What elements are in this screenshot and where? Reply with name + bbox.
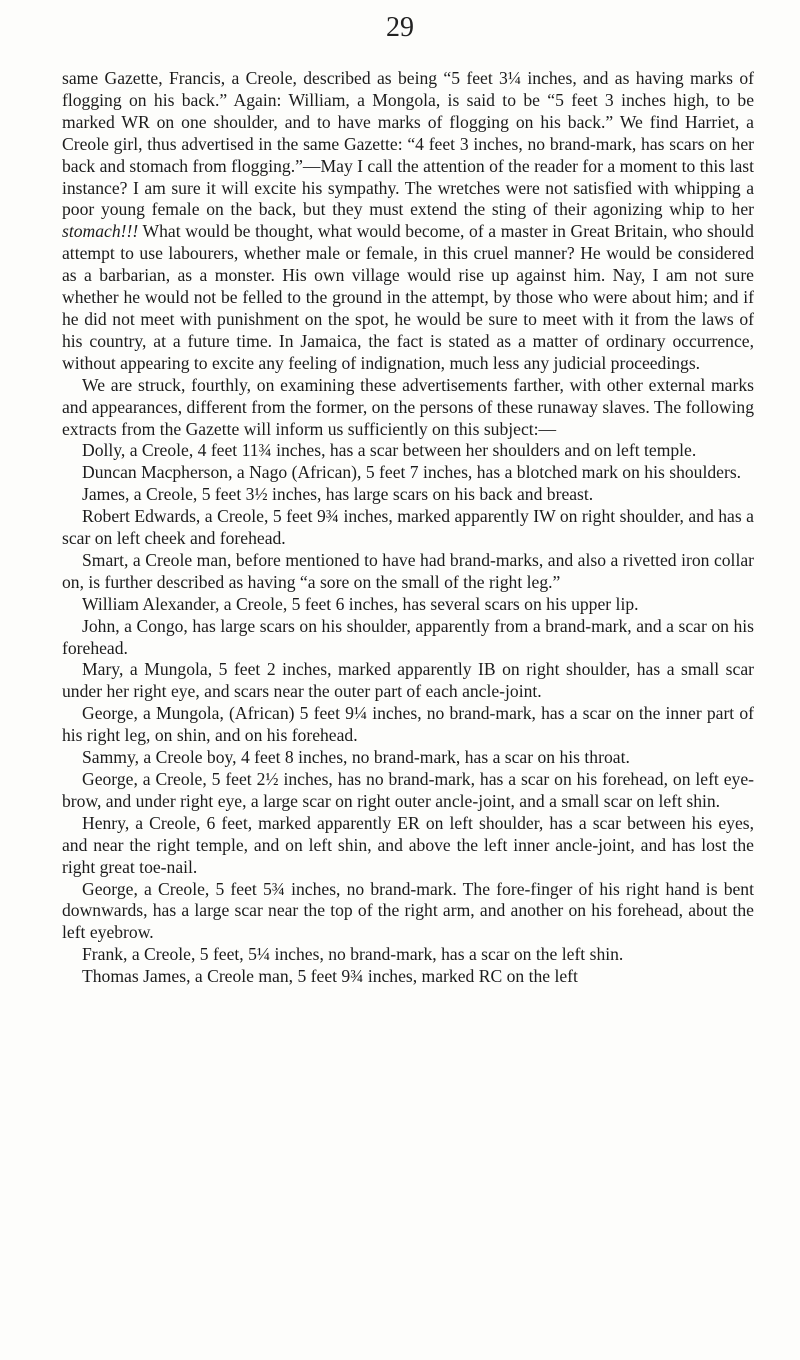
emphasis-text: stomach!!! [62, 221, 139, 242]
entry-robert-edwards: Robert Edwards, a Creole, 5 feet 9¾ inches, marked apparently IW on right shoulder, and has a scar on left cheek and forehead. [62, 506, 754, 549]
entry-george-creole-2: George, a Creole, 5 feet 5¾ inches, no brand-mark. The fore-finger of his right hand is bent downwards, has a large scar near the top of the right arm, and another on his forehead, about the left eyebrow. [62, 878, 754, 943]
entry-thomas-james: Thomas James, a Creole man, 5 feet 9¾ inches, marked RC on the left [82, 966, 578, 987]
page-body [62, 68, 754, 988]
entry-william-alexander: William Alexander, a Creole, 5 feet 6 inches, has several scars on his upper lip. [82, 593, 639, 614]
entry-james: James, a Creole, 5 feet 3½ inches, has large scars on his back and breast. [82, 484, 594, 505]
entry-frank: Frank, a Creole, 5 feet, 5¼ inches, no brand-mark, has a scar on the left shin. [82, 944, 624, 965]
entry-smart: Smart, a Creole man, before mentioned to have had brand-marks, and also a rivetted iron collar on, is further described as having “a sore on the small of the right leg.” [62, 549, 754, 592]
entry-henry: Henry, a Creole, 6 feet, marked apparently ER on left shoulder, has a scar between his eyes, and near the right temple, and on left shin, and above the left inner ancle-joint, and has lost the right great toe-nail. [62, 812, 754, 877]
paragraph-harriet [62, 68, 754, 375]
paragraph-fourthly: We are struck, fourthly, on examining these advertisements farther, with other external marks and appearances, different from the former, on the persons of these runaway slaves. The following extracts from the Gazette will inform us sufficiently on this subject:— [62, 374, 754, 439]
entry-mary: Mary, a Mungola, 5 feet 2 inches, marked apparently IB on right shoulder, has a small scar under her right eye, and scars near the outer part of each ancle-joint. [62, 659, 754, 702]
entry-duncan-macpherson: Duncan Macpherson, a Nago (African), 5 feet 7 inches, has a blotched mark on his shoulders. [82, 462, 742, 483]
entry-dolly: Dolly, a Creole, 4 feet 11¾ inches, has a scar between her shoulders and on left temple. [82, 440, 697, 461]
entry-john: John, a Congo, has large scars on his shoulder, apparently from a brand-mark, and a scar on his forehead. [62, 615, 754, 658]
entry-george-mungola: George, a Mungola, (African) 5 feet 9¼ inches, no brand-mark, has a scar on the inner part of his right leg, on shin, and on his forehead. [62, 703, 754, 746]
paragraph-text: same Gazette, Francis, a Creole, described as being “5 feet 3¼ inches, and as having marks of flogging on his back.” Again: William, a Mongola, is said to be “5 feet 3 inches high, to be marked WR on one shoulder, and to have marks of flogging on his back.” We find Harriet, a Creole girl, thus advertised in the same Gazette: “4 feet 3 inches, no brand-mark, has scars on her back and stomach from flogging.”—May I call the attention of the reader for a moment to this last instance? I am sure it will excite his sympathy. The wretches were not satisfied with whipping a poor young female on the back, but they must extend the sting of their agonizing whip to her [62, 68, 754, 220]
paragraph-text-tail: What would be thought, what would become, of a master in Great Britain, who should attempt to use labourers, whether male or female, in this cruel manner? He would be considered as a barbarian, as a monster. His own village would rise up against him. Nay, I am not sure whether he would not be felled to the ground in the attempt, by those who were about him; and if he did not meet with punishment on the spot, he would be sure to meet with it from the laws of his country, at a future time. In Jamaica, the fact is stated as a matter of ordinary occurrence, without appearing to excite any feeling of indignation, much less any judicial proceedings. [62, 221, 754, 373]
entry-george-creole-1: George, a Creole, 5 feet 2½ inches, has no brand-mark, has a scar on his forehead, on left eye-brow, and under right eye, a large scar on right outer ancle-joint, and a small scar on left shin. [62, 769, 754, 811]
page-number: 29 [386, 12, 414, 43]
entry-sammy: Sammy, a Creole boy, 4 feet 8 inches, no brand-mark, has a scar on his throat. [82, 747, 630, 768]
